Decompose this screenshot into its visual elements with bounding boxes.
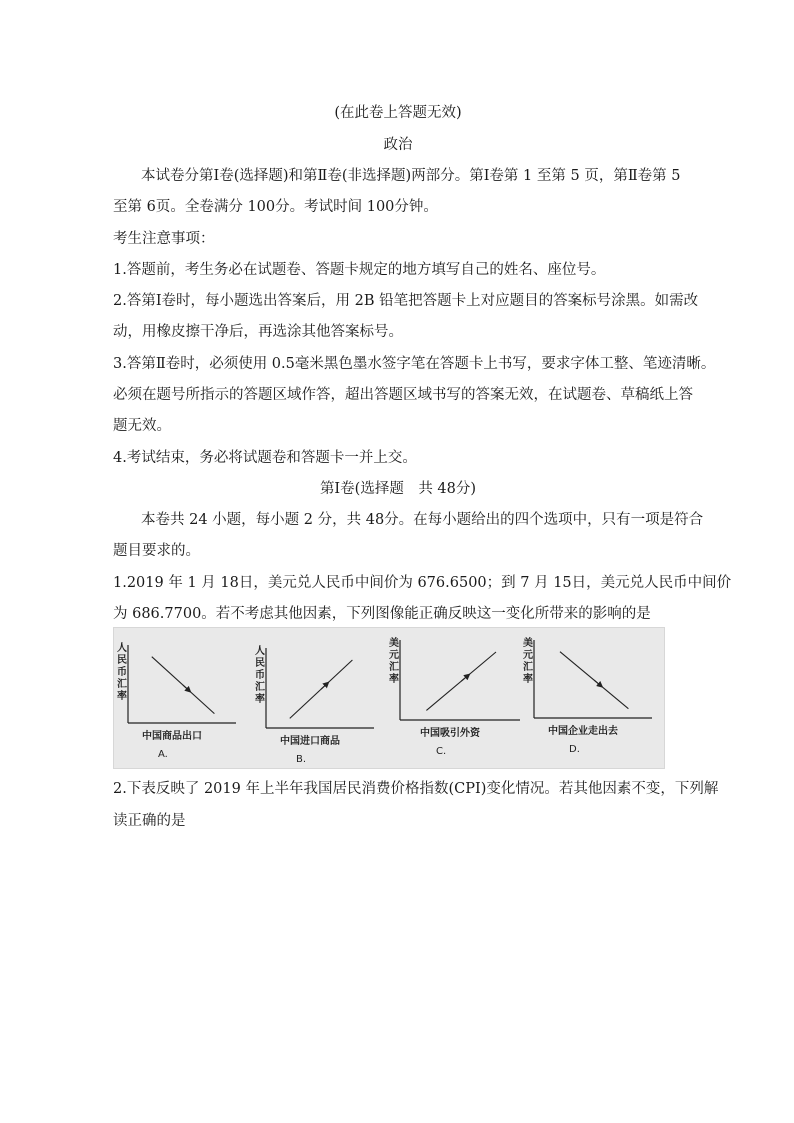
note-item-2-line-2: 动，用橡皮擦干净后，再选涂其他答案标号。 — [113, 324, 403, 340]
note-item-2-line-1: 2.答第Ⅰ卷时，每小题选出答案后，用 2B 铅笔把答题卡上对应题目的答案标号涂黑。如需改 — [113, 293, 699, 309]
intro-line-1: 本试卷分第Ⅰ卷(选择题)和第Ⅱ卷(非选择题)两部分。第Ⅰ卷第 1 至第 5 页，第Ⅱ卷第 5 — [141, 168, 681, 184]
chart-1-x-label: 中国商品出口 — [142, 731, 202, 742]
chart-2-x-label: 中国进口商品 — [280, 736, 340, 747]
chart-1-panel-letter: A. — [158, 749, 168, 760]
section-desc-line-2: 题目要求的。 — [113, 543, 200, 559]
note-item-1: 1.答题前，考生务必在试题卷、答题卡规定的地方填写自己的姓名、座位号。 — [113, 262, 606, 278]
notes-heading: 考生注意事项： — [113, 231, 215, 247]
section-desc-line-1: 本卷共 24 小题，每小题 2 分，共 48分。在每小题给出的四个选项中，只有一项是符合 — [141, 512, 704, 528]
chart-2-y-label: 人民币汇率 — [255, 646, 265, 705]
chart-3-panel-letter: C. — [436, 746, 447, 757]
chart-4-x-label: 中国企业走出去 — [548, 726, 618, 737]
chart-4-trend-arrow — [594, 680, 602, 687]
note-item-3-line-2: 必须在题号所指示的答题区域作答，超出答题区域书写的答案无效，在试题卷、草稿纸上答 — [113, 387, 693, 403]
note-item-3-line-3: 题无效。 — [113, 418, 171, 434]
intro-line-2: 至第 6页。全卷满分 100分。考试时间 100分钟。 — [113, 199, 438, 215]
subject-title: 政治 — [383, 137, 413, 153]
note-item-4: 4.考试结束，务必将试题卷和答题卡一并上交。 — [113, 450, 417, 466]
chart-3-trend-line — [426, 652, 496, 710]
chart-3-x-label: 中国吸引外资 — [420, 728, 480, 739]
question-2-line-1: 2.下表反映了 2019 年上半年我国居民消费价格指数(CPI)变化情况。若其他因素不变，下列解 — [113, 781, 719, 797]
chart-4-panel-letter: D. — [569, 744, 580, 755]
chart-2-trend-arrow — [321, 682, 329, 689]
chart-4-y-label: 美元汇率 — [523, 638, 533, 685]
chart-1-y-label: 人民币汇率 — [117, 643, 127, 702]
section-title: 第Ⅰ卷(选择题 共 48分) — [319, 481, 477, 497]
invalid-notice: (在此卷上答题无效) — [334, 105, 462, 121]
option-charts — [114, 628, 665, 769]
chart-2-panel-letter: B. — [296, 754, 307, 765]
question-1-figure — [113, 627, 665, 769]
question-2-line-2: 读正确的是 — [113, 813, 186, 829]
question-1-line-2: 为 686.7700。若不考虑其他因素，下列图像能正确反映这一变化所带来的影响的是 — [113, 606, 651, 622]
chart-3-trend-arrow — [461, 674, 469, 681]
note-item-3-line-1: 3.答第Ⅱ卷时，必须使用 0.5毫米黑色墨水签字笔在答题卡上书写，要求字体工整、笔迹清晰。 — [113, 356, 716, 372]
chart-3-y-label: 美元汇率 — [389, 638, 399, 685]
chart-1-trend-arrow — [183, 685, 191, 692]
question-1-line-1: 1.2019 年 1 月 18日，美元兑人民币中间价为 676.6500；到 7 月 15日，美元兑人民币中间价 — [113, 575, 732, 591]
